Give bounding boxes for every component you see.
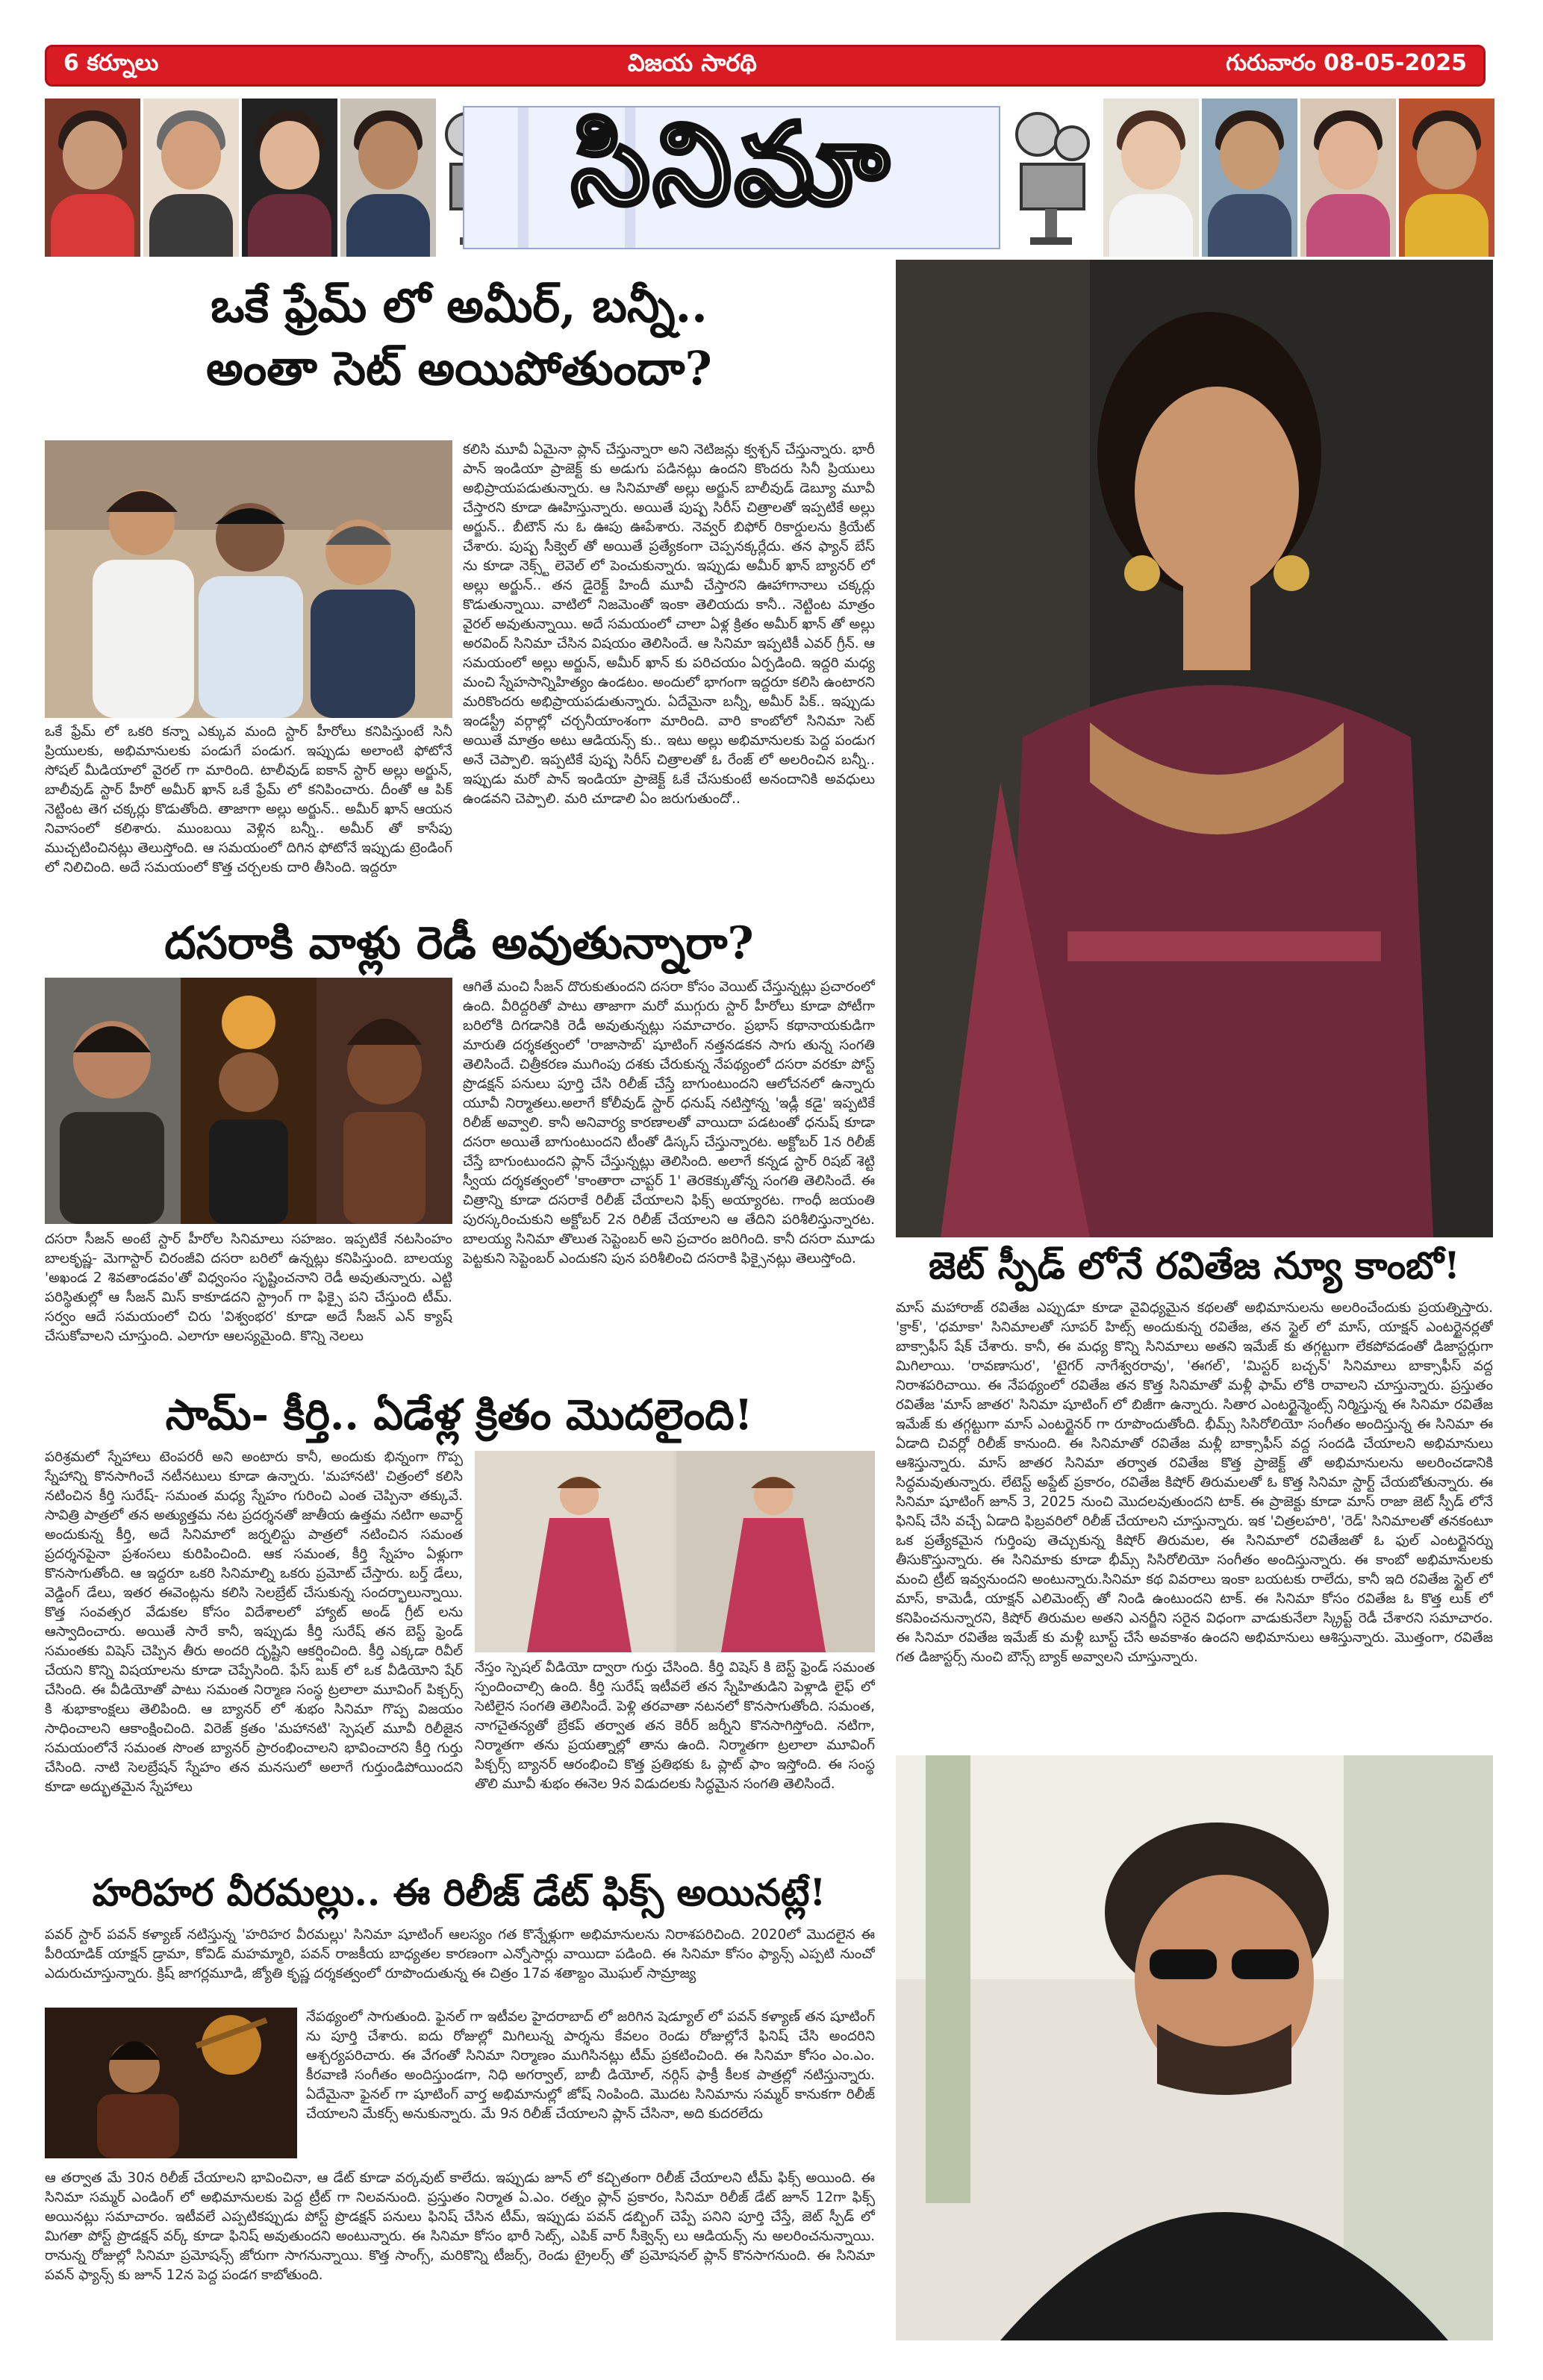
raviteja-headline: జెట్ స్పీడ్ లోనే రవితేజ న్యూ కాంబో! [929, 1243, 1460, 1287]
paper-name: విజయ సారథి [627, 49, 757, 77]
headline-line-2: అంతా సెట్ అయిపోతుందా? [206, 341, 712, 396]
film-projector-icon [1008, 104, 1097, 251]
cinema-banner [45, 99, 1486, 257]
hari-hara-body-bottom: ఆ తర్వాత మే 30న రిలీజ్ చేయాలని భావించినా, ఆ డేట్ కూడా వర్కవుట్ కాలేదు. ఇప్పుడు జూన్ లో కచ్చితంగా రిలీజ్ చేయాలని టీమ్ ఫిక్స్ అయింది. ఈ సినిమా సమ్మర్ ఎండింగ్ లో అభిమానులకు పెద్ద ట్రీట్ గా నిలవనుంది. ప్రస్తుతం నిర్మాత ఏ.ఎం. రత్నం ప్లాన్ ప్రకారం, సినిమా రిలీజ్ డేట్ జూన్ 12గా ఫిక్స్ అయినట్లు సమాచారం. ఇటీవలే ఎప్పటికప్పుడు పోస్ట్ ప్రొడక్షన్ పనులు ఫినిష్ చేసిన టీమ్, ఇప్పుడు పవన్ డబ్బింగ్ చెప్పే పనిని పూర్తి చేస్తే, జెట్ స్పీడ్ లో మిగతా పోస్ట్ ప్రొడక్షన్ వర్క్ కూడా ఫినిష్ అవుతుందని అంటున్నారు. ఈ సినిమా కోసం భారీ సెట్స్, ఎపిక్ వార్ సీక్వెన్స్ లు ఆడియన్స్ ను అలరించనున్నాయి. రానున్న రోజుల్లో సినిమా ప్రమోషన్స్ జోరుగా సాగనున్నాయి. కొత్త సాంగ్స్, మరికొన్ని టీజర్స్, రెండు ట్రైలర్స్ తో ప్రమోషనల్ ప్లాన్ కొనసాగనుంది. ఈ సినిమా పవన్ ఫ్యాన్స్ కు జూన్ 12న పెద్ద పండగ కాబోతుంది. [45, 2170, 875, 2283]
portrait-photo [143, 99, 239, 257]
dasara-body-right: ఆగితే మంచి సీజన్ దొరుకుతుందని దసరా కోసం వెయిట్ చేస్తున్నట్లు ప్రచారంలో ఉంది. వీరిద్దరితో పాటు తాజాగా మరో ముగ్గురు స్టార్ హీరోలు కూడా పోటీగా బరిలోకి దిగడానికి రెడీ అవుతున్నట్లు సమాచారం. ప్రభాస్ కథానాయకుడిగా మారుతి దర్శకత్వంలో 'రాజాసాబ్' షూటింగ్ నత్తనడకన సాగు తున్న సంగతి తెలిసిందే. చిత్రీకరణ ముగింపు దశకు చేరుకున్న నేపథ్యంలో దసరా వరకూ పోస్ట్ ప్రొడక్షన్ పనులు పూర్తి చేసి రిలీజ్ చేస్తే బాగుంటుందని ఆలోచనలో ఉన్నారు యూవీ నిర్మాతలు.అలాగే కోలీవుడ్ స్టార్ ధనుష్ నటిస్తోన్న 'ఇడ్లీ కడై' ఇప్పటికే రిలీజ్ అవ్వాలి. కానీ అనివార్య కారణాలతో వాయిదా పడటంతో ధనుష్ కూడా దసరా అయితే బాగుంటుందని టీంతో డిస్కస్ చేస్తున్నారట. అక్టోబర్ 1న రిలీజ్ చేస్తే బాగుంటుందని ప్లాన్ చేస్తున్నట్లు తెలిసింది. అలాగే కన్నడ స్టార్ రిషబ్ శెట్టి స్వీయ దర్శకత్వంలో 'కాంతారా చాప్టర్ 1' తెరకెక్కుతోన్న సంగతి తెలిసిందే. ఈ చిత్రాన్ని కూడా దసరాకే రిలీజ్ చేయాలని ఫిక్స్ అయ్యారట. గాంధీ జయంతి పురస్కరించుకుని అక్టోబర్ 2న రిలీజ్ చేయాలని ఆ తేదిని పరిశీలిస్తున్నారట. బాలయ్య సినిమా తొలుత సెప్టెంబర్ అని ప్రచారం జరిగింది. కానీ దసరా మూడు పెట్టకుని సెప్టెంబర్ ఎందుకని పున పరిశీలించి దసరాకి ఫిక్సైనట్లు తెలుస్తోంది. [463, 979, 875, 1266]
portrait-photo [45, 99, 140, 257]
sam-keerthy-body-right: నేస్తం స్పెషల్ వీడియో ద్వారా గుర్తు చేసింది. కీర్తి విషెస్ కి బెస్ట్ ఫ్రెండ్ సమంత స్పందించాల్సి ఉంది. కీర్తి సురేష్ ఇటీవలే తన స్నేహితుడిని పెళ్లాడి లైఫ్ లో సెటిలైన సంగతి తెలిసిందే. పెళ్లి తరవాతా నటనలో కొనసాగుతోంది. సమంత, నాగచైతన్యతో బ్రేకప్ తర్వాత తన కెరీర్ జర్నీని కొనసాగిస్తోంది. నటిగా, నిర్మాతగా తను ప్రయత్నాల్లో తాను ఉంది. నిర్మాతగా ట్రలాలా మూవింగ్ పిక్చర్స్ బ్యానర్ ఆరంభించి కొత్త ప్రతిభకు ఓ ప్లాట్ ఫాం ఇస్తోంది. ఈ సంస్థ తొలి మూవీ శుభం ఈనెల 9న విడుదలకు సిద్ధమైన సంగతి తెలిసిందే. [475, 1660, 875, 1792]
portrait-photo [1300, 99, 1396, 257]
aamir-bunny-body-left: ఒకే ఫ్రేమ్ లో ఒకరి కన్నా ఎక్కువ మంది స్టార్ హీరోలు కనిపిస్తుంటే సినీ ప్రియులకు, అభిమానులకు పండుగే పండుగ. ఇప్పుడు అలాంటి ఫోటోనే సోషల్ మీడియాలో వైరల్ గా మారింది. టాలీవుడ్ ఐకాన్ స్టార్ అల్లు అర్జున్, బాలీవుడ్ స్టార్ హీరో అమీర్ ఖాన్ ఒకే ఫ్రేమ్ లో కనిపించారు. దీంతో ఆ పిక్ నెట్టింట తెగ చక్కర్లు కొడుతోంది. తాజాగా అల్లు అర్జున్.. అమీర్ ఖాన్ ఆయన నివాసంలో కలిశారు. ముంబయి వెళ్లిన బన్నీ.. అమీర్ తో కాసేపు ముచ్చటించినట్లు తెలుస్తోంది. ఆ సమయంలో దిగిన ఫోటోనే ఇప్పుడు ట్రెండింగ్ లో నిలిచింది. అదే సమయంలో కొత్త చర్చలకు దారి తీసింది. ఇద్దరూ [45, 724, 452, 875]
cinema-title: సినిమా [571, 98, 892, 230]
sam-keerthy-body-left: పరిశ్రమలో స్నేహాలు టెంపరరీ అని అంటారు కానీ, అందుకు భిన్నంగా గొప్ప స్నేహాన్ని కొనసాగించే నటీనటులు కూడా ఉన్నారు. 'మహానటి' చిత్రంలో కలిసి నటించిన కీర్తి సురేష్- సమంత మధ్య స్నేహం గురించి ఎంత చెప్పినా తక్కువే. సావిత్రి పాత్రలో తన అత్యుత్తమ నట ప్రదర్శనతో జాతీయ ఉత్తమ నటిగా అవార్డ్ అందుకున్న కీర్తి, అదే సినిమాలో జర్నలిస్టు పాత్రలో నటించిన సమంత ప్రదర్శనపైనా ప్రశంసలు కురిపించింది. ఆక సమంత, కీర్తి స్నేహం ఏళ్లుగా కొనసాగుతోంది. ఆ ఇద్దరూ ఒకరి సినిమాల్ని ఒకరు ప్రమోట్ చేస్తారు. బర్త్ డేలు, వెడ్డింగ్ డేలు, ఇతర ఈవెంట్లను కలిసి సెలబ్రేట్ చేసుకున్న సందర్భాలున్నాయి. కొత్త సంవత్సర వేడుకల కోసం విదేశాలలో హ్యాట్ అండ్ గ్రీట్ లను ఆస్వాదించారు. అయితే సారే కానీ, ఇప్పుడు కీర్తి సురేష్ తన బెస్ట్ ఫ్రెండ్ సమంతకు విషెస్ చెప్పిన తీరు అందరి దృష్టిని ఆకర్షించింది. కీర్తి ఎక్కడా రివీల్ చేయని కొన్ని విషయాలను కూడా చెప్పేసింది. ఫేస్ బుక్ లో ఒక వీడియోని షేర్ చేసింది. ఈ వీడియోతో పాటు సమంత నిర్మాణ సంస్థ ట్రలాలా మూవింగ్ పిక్చర్స్ కి శుభాకాంక్షలు తెలిపింది. ఆ బ్యానర్ లో శుభం సినిమా గొప్ప విజయం సాధించాలని ఆకాంక్షించింది. విరెజ్ క్రతం 'మహానటి' స్పెషల్ మూవీ రిలీజైన సమయంలోనే సమంత సొంత బ్యానర్ ప్రారంభించాలని భావించారని కీర్తి గుర్తు చేసింది. నాటి సెలబ్రేషన్ స్నేహం తన మనసులో అలాగే గుర్తుండిపోయిందని కూడా అద్భుతమైన స్నేహాలు [45, 1449, 463, 1795]
right-portrait-strip [1103, 99, 1494, 257]
dasara-headline: దసరాకి వాళ్లు రెడీ అవుతున్నారా? [164, 917, 754, 969]
actress-portrait-photo [896, 260, 1493, 1237]
hari-hara-body-right: నేపథ్యంలో సాగుతుంది. ఫైనల్ గా ఇటీవల హైదరాబాద్ లో జరిగిన షెడ్యూల్ లో పవన్ కళ్యాణ్ తన షూటింగ్ ను పూర్తి చేశారు. ఐదు రోజుల్లో మిగిలున్న పార్శను కేవలం రెండు రోజుల్లోనే ఫినిష్ చేసి అందరిని ఆశ్చర్యపరిచారు. ఈ వేగంతో సినిమా నిర్మాణం ముగిసినట్లు టీమ్ ప్రకటించింది. ఈ సినిమా కోసం ఎం.ఎం. కీరవాణి సంగీతం అందిస్తుండగా, నిధి అగర్వాల్, బాబీ డియోల్, నర్గిస్ ఫాక్రీ కీలక పాత్రల్లో నటిస్తున్నారు. ఏదేమైనా ఫైనల్ గా షూటింగ్ వార్త అభిమానుల్లో జోష్ నింపింది. మొదట సినిమాను సమ్మర్ కానుకగా రిలీజ్ చేయాలని మేకర్స్ అనుకున్నారు. మే 9న రిలీజ్ చేయాలని ప్లాన్ చేసినా, అది కుదరలేదు [306, 2009, 875, 2122]
hari-hara-headline: హరిహర వీరమల్లు.. ఈ రిలీజ్ డేట్ ఫిక్స్ అయినట్లే! [92, 1870, 826, 1914]
portrait-photo [340, 99, 436, 257]
aamir-bunny-body-right: కలిసి మూవీ ఏమైనా ప్లాన్ చేస్తున్నారా అని నెటిజన్లు క్వశ్చన్ చేస్తున్నారు. భారీ పాన్ ఇండియా ప్రాజెక్ట్ కు అడుగు పడినట్లు ఉందని కొందరు సినీ ప్రియులు అభిప్రాయపడుతున్నారు. ఆ సినిమాతో అల్లు అర్జున్ బాలీవుడ్ డెబ్యూ మూవీ చేస్తారని కూడా ఊహిస్తున్నారు. అయితే పుష్ప సిరీస్ చిత్రాలతో ఇప్పటికే అల్లు అర్జున్.. బీటౌన్ ను ఓ ఊపు ఊపేశారు. నెవ్వర్ బిఫోర్ రికార్డులను క్రియేట్ చేశారు. పుష్ప సీక్వెల్ తో అయితే ప్రత్యేకంగా చెప్పనక్కర్లేదు. తన ఫ్యాన్ బేస్ ను కూడా నెక్స్ట్ లెవెల్ లో పెంచుకున్నారు. ఇప్పుడు అమీర్ ఖాన్ బ్యానర్ లో అల్లు అర్జున్.. తన డైరెక్ట్ హిందీ మూవీ చేస్తారని ఊహాగానాలు చక్కర్లు కొడుతున్నాయి. వాటిలో నిజమెంతో ఇంకా తెలియదు కానీ.. నెట్టింట మాత్రం వైరల్ అవుతున్నాయి. అదే సమయంలో చాలా ఏళ్ల క్రితం అమీర్ ఖాన్ తో అల్లు అరవింద్ సినిమా చేసిన విషయం తెలిసిందే. ఆ సినిమా ఇప్పటికీ ఎవర్ గ్రీన్. ఆ సమయంలో అల్లు అర్జున్, అమీర్ ఖాన్ కు పరిచయం ఏర్పడింది. ఇద్దరి మధ్య మంచి స్నేహసాన్నిహిత్యం ఉండటం. అందులో భాగంగా ఇద్దరూ కలిసి ఉంటారని మరికొందరు అభిప్రాయపడుతున్నారు. ఏదేమైనా బన్నీ, అమీర్ పిక్.. ఇప్పుడు ఇండస్ట్రీ వర్గాల్లో చర్చనీయాంశంగా మారింది. వారి కాంబోలో సినిమా సెట్ అయితే మాత్రం అటు ఆడియన్స్ కు.. ఇటు అల్లు అభిమానులకు పెద్ద పండుగ అనే చెప్పాలి. ఇప్పటికే పుష్ప సిరీస్ చిత్రాలతో ఓ రేంజ్ లో అలరించిన బన్నీ.. ఇప్పుడు మరో పాన్ ఇండియా ప్రాజెక్ట్ ఓకే చేసుకుంటే అనందానికి అవధులు ఉండవని చెప్పాలి. మరి చూడాలి ఏం జరుగుతుందో.. [463, 442, 875, 807]
aamir-bunny-photo [45, 440, 452, 718]
page-header [45, 45, 1486, 87]
portrait-photo [242, 99, 337, 257]
sam-keerthy-photo [475, 1451, 875, 1652]
sam-keerthy-headline: సామ్- కీర్తి.. ఏడేళ్ల క్రితం మొదలైంది! [165, 1390, 753, 1440]
raviteja-body: మాస్ మహారాజ్ రవితేజ ఎప్పుడూ కూడా వైవిధ్యమైన కథలతో అభిమానులను అలరించేందుకు ప్రయత్నిస్తారు. 'క్రాక్', 'ధమాకా' సినిమాలతో సూపర్ హిట్స్ అందుకున్న రవితేజ, తన స్టైల్ లో మాస్, యాక్షన్ ఎంటర్టైనర్లతో బాక్సాఫీస్ షేక్ చేశారు. కానీ, ఈ మధ్య కొన్ని సినిమాలు అతని ఇమేజ్ కు తగ్గట్టుగా లేకపోవడంతో డిజాస్టర్లుగా మిగిలాయి. 'రావణాసుర', 'టైగర్ నాగేశ్వరరావు', 'ఈగల్', 'మిస్టర్ బచ్చన్' సినిమాలు బాక్సాఫీస్ వద్ద నిరాశపరిచాయి. ఈ నేపథ్యంలో రవితేజ తన కొత్త సినిమాతో మళ్లీ ఫామ్ లోకి రావాలని చూస్తున్నారు. ప్రస్తుతం రవితేజ 'మాస్ జాతర' సినిమా షూటింగ్ లో బిజీగా ఉన్నారు. సితార ఎంటర్టైన్మెంట్స్ నిర్మిస్తున్న ఈ సినిమా రవితేజ ఇమేజ్ కు తగ్గట్టుగా మాస్ ఎంటర్టైనర్ గా రూపొందుతోంది. భీమ్స్ సిసిరోలియో సంగీతం అందిస్తున్న ఈ సినిమా ఈ ఏడాది చివర్లో రిలీజ్ కానుంది. ఈ సినిమాతో రవితేజ మళ్లీ బాక్సాఫీస్ వద్ద సందడి చేయాలని అభిమానులు ఆశిస్తున్నారు. మాస్ జాతర సినిమా తర్వాత రవితేజ కొత్త ప్రాజెక్ట్ తో అభిమానులను అలరించడానికి సిద్ధమవుతున్నారు. లేటెస్ట్ అప్డేట్ ప్రకారం, రవితేజ కిషోర్ తిరుమలతో ఓ కొత్త సినిమా స్టార్ట్ చేయబోతున్నారు. ఈ సినిమా షూటింగ్ జూన్ 3, 2025 నుంచి మొదలవుతుందని టాక్. ఈ ప్రాజెక్టు కూడా మాస్ రాజా జెట్ స్పీడ్ లోనే ఫినిష్ చేసి వచ్చే ఏడాది ఫిబ్రవరిలో రిలీజ్ చేయాలని చూస్తున్నారు. ఇక 'చిత్రలహరి', 'రెడ్' సినిమాలతో తనకంటూ ఒక ప్రత్యేకమైన గుర్తింపు తెచ్చుకున్న కిషోర్ తిరుమల, ఈ సినిమాలో రవితేజతో ఓ ఫుల్ ఎంటర్టైనర్ను తీసుకొస్తున్నారు. ఈ సినిమాకు కూడా భీమ్స్ సిసిరోలియో సంగీతం అందిస్తున్నారు. ఈ కాంబో అభిమానులకు మంచి ట్రీట్ ఇవ్వనుందని అంటున్నారు.సినిమా కథ వివరాలు ఇంకా బయటకు రాలేదు, కానీ ఇది రవితేజ స్టైల్ లో మాస్, కామెడీ, యాక్షన్ ఎలిమెంట్స్ తో నిండి ఉంటుందని టాక్. ఈ సినిమా కోసం రవితేజ ఓ కొత్త లుక్ లో కనిపించనున్నారని, కిషోర్ తిరుమల అతని ఎనర్జీని సరైన విధంగా వాడుకునేలా స్క్రిప్ట్ రెడీ చేశారని సమాచారం. ఈ సినిమా రవితేజ ఇమేజ్ కు మళ్లీ బూస్ట్ చేసే అవకాశం ఉందని అభిమానులు ఆశిస్తున్నారు. మొత్తంగా, రవితేజ గత డిజాస్టర్స్ నుంచి బౌన్స్ బ్యాక్ అవ్వాలని చూస్తున్నారు. [896, 1300, 1493, 1665]
hari-hara-photo [45, 2008, 297, 2158]
cinema-logo [463, 98, 1000, 249]
hari-hara-body-top: పవర్ స్టార్ పవన్ కళ్యాణ్ నటిస్తున్న 'హరిహర వీరమల్లు' సినిమా షూటింగ్ ఆలస్యం గత కొన్నేళ్లుగా అభిమానులను నిరాశపరిచింది. 2020లో మొదలైన ఈ పీరియాడిక్ యాక్షన్ డ్రామా, కోవిడ్ మహమ్మారి, పవన్ రాజకీయ బాధ్యతల కారణంగా ఎన్నోసార్లు వాయిదా పడింది. ఈ సినిమా కోసం ఫ్యాన్స్ ఎప్పటి నుంచో ఎదురుచూస్తున్నారు. క్రిష్ జాగర్లమూడి, జ్యోతి కృష్ణ దర్శకత్వంలో రూపొందుతున్న ఈ చిత్రం 17వ శతాబ్దం మొఘల్ సామ్రాజ్య [45, 1927, 875, 1981]
dasara-body-left: దసరా సీజన్ అంటే స్టార్ హీరోల సినిమాలు సహజం. ఇప్పటికే నటసింహం బాలకృష్ణ- మెగాస్టార్ చిరంజీవి దసరా బరిలో ఉన్నట్లు కనిపిస్తుంది. బాలయ్య 'అఖండ 2 శివతాండవం'తో విధ్వంసం సృష్టించనాని రెడీ అవుతున్నారు. ఎట్టి పరిస్థితుల్లో ఆ సీజన్ మిస్ కాకూడదని స్ట్రాంగ్ గా ఫిక్సై పని చేస్తుంది టీమ్. సర్వం ఆదే సమయంలో చిరు 'విశ్వంభర' కూడా అదే సీజన్ ఎన్ క్యాష్ చేసుకోవాలని చూస్తుంది. ఎలాగూ ఆలస్యమైంది. కొన్ని నెలలు [45, 1231, 452, 1344]
raviteja-photo [896, 1755, 1493, 2340]
page-label: 6 కర్నూలు [63, 50, 159, 76]
headline-line-1: ఒకే ఫ్రేమ్ లో అమీర్, బన్నీ.. [211, 278, 708, 333]
aamir-bunny-headline [45, 275, 873, 400]
portrait-photo [1202, 99, 1297, 257]
issue-date: గురువారం 08-05-2025 [1226, 50, 1467, 76]
left-portrait-strip [45, 99, 436, 257]
portrait-photo [1103, 99, 1199, 257]
dasara-collage-photo [45, 978, 452, 1224]
portrait-photo [1399, 99, 1494, 257]
